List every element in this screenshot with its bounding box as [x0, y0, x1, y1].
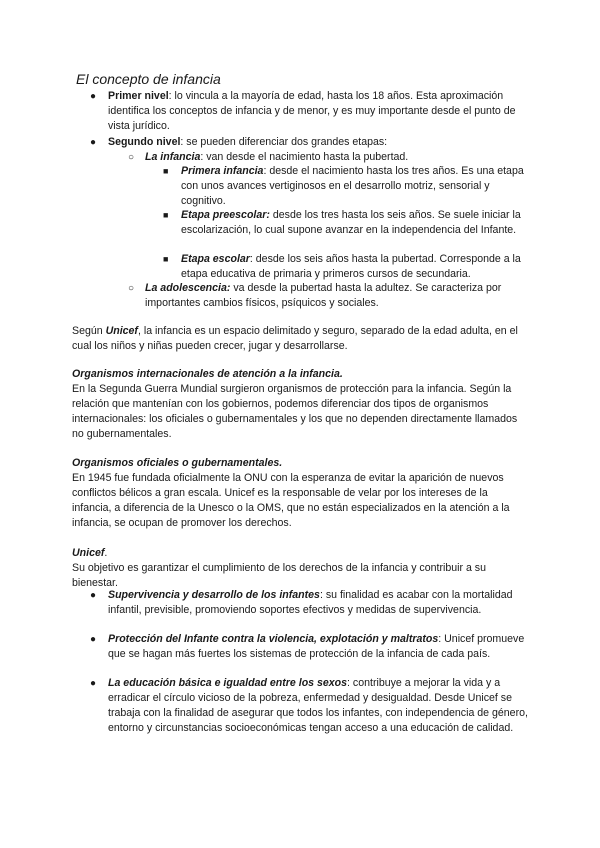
- list-item-supervivencia: [108, 588, 528, 618]
- list-item-adolescencia: [145, 281, 528, 311]
- sub-item-label: Etapa escolar: [181, 253, 250, 265]
- list-item-primera-infancia: [181, 164, 531, 209]
- section-organismos-oficiales: [72, 456, 528, 531]
- infancia-label: La infancia: [145, 151, 201, 163]
- square-bullet-icon: ■: [163, 254, 169, 264]
- unicef-def-label: Unicef: [105, 325, 138, 337]
- sub-item-text: : desde el nacimiento hasta los tres años. Es una etapa con unos avances vertiginosos en el desarrollo motriz, sensorial y cognitivo.: [181, 165, 524, 207]
- list-item-educacion: [108, 676, 528, 736]
- unicef-item-text: : contribuye a mejorar la vida y a erradicar el círculo vicioso de la pobreza, enfermedad y desigualdad. Desde Unicef se trabaja con la finalidad de asegurar que todos los infantes, con independencia de género, entorno y circunstancias socioeconómicas tengan acceso a una educación de calidad.: [108, 677, 528, 734]
- adolescencia-text: va desde la pubertad hasta la adultez. Se caracteriza por importantes cambios físicos, psíquicos y sociales.: [145, 282, 502, 309]
- sub-item-text: : desde los seis años hasta la pubertad. Corresponde a la etapa educativa de primaria y primeros cursos de secundaria.: [181, 253, 521, 280]
- unicef-definition: [72, 324, 528, 354]
- unicef-item-label: La educación básica e igualdad entre los sexos: [108, 677, 348, 689]
- unicef-item-label: Protección del Infante contra la violencia, explotación y maltratos: [108, 633, 439, 645]
- bullet-icon: ●: [90, 678, 97, 689]
- bullet-icon: ●: [90, 590, 97, 601]
- unicef-item-label: Supervivencia y desarrollo de los infantes: [108, 589, 320, 601]
- sub-item-text: desde los tres hasta los seis años. Se suele iniciar la escolarización, lo cual supone avanzar en la independencia del Infante.: [181, 209, 521, 236]
- list-item-primer-nivel: [108, 89, 528, 134]
- bullet-icon: ●: [90, 137, 97, 148]
- section-heading: Organismos oficiales o gubernamentales.: [72, 457, 283, 469]
- heading-suffix: .: [104, 547, 108, 559]
- primer-nivel-label: Primer nivel: [108, 90, 169, 102]
- segundo-nivel-text: : se pueden diferenciar dos grandes etapas:: [180, 136, 388, 148]
- segundo-nivel-label: Segundo nivel: [108, 136, 181, 148]
- unicef-item-text: : Unicef promueve que se hagan más fuertes los sistemas de protección de la infancia de cada país.: [108, 633, 525, 660]
- infancia-text: : van desde el nacimiento hasta la pubertad.: [200, 151, 409, 163]
- section-body: En 1945 fue fundada oficialmente la ONU con la esperanza de evitar la aparición de nuevos conflictos bélicos a gran escala. Unicef es la responsable de velar por los intereses de la infancia, a diferencia de la Unesco o la OMS, que no están especializados en la atención a la infancia, se ocupan de promover los derechos.: [72, 472, 510, 529]
- circle-bullet-icon: ○: [128, 283, 135, 294]
- unicef-def-prefix: Según: [72, 325, 106, 337]
- primer-nivel-text: : lo vincula a la mayoría de edad, hasta los 18 años. Esta aproximación identifica los conceptos de infancia y de menor, y es muy importante desde el punto de vista jurídico.: [108, 90, 516, 132]
- section-body: En la Segunda Guerra Mundial surgieron organismos de protección para la infancia. Según la relación que mantenían con los gobiernos, podemos diferenciar dos tipos de organismos internacionales: los oficiales o gubernamentales y los que no dependen directamente llamados no gubernamentales.: [72, 383, 518, 440]
- adolescencia-label: La adolescencia:: [145, 282, 231, 294]
- section-heading: Unicef: [72, 547, 105, 559]
- unicef-def-text: , la infancia es un espacio delimitado y seguro, separado de la edad adulta, en el cual los niños y niñas pueden crecer, jugar y desarrollarse.: [72, 325, 518, 352]
- sub-item-label: Primera infancia: [181, 165, 264, 177]
- list-item-infancia: [145, 150, 528, 165]
- list-item-etapa-escolar: [181, 252, 531, 282]
- square-bullet-icon: ■: [163, 210, 169, 220]
- list-item-segundo-nivel: [108, 135, 528, 150]
- unicef-item-text: : su finalidad es acabar con la mortalidad infantil, previsible, promoviendo soportes efectivos y medidas de supervivencia.: [108, 589, 513, 616]
- circle-bullet-icon: ○: [128, 152, 135, 163]
- square-bullet-icon: ■: [163, 166, 169, 176]
- bullet-icon: ●: [90, 91, 97, 102]
- bullet-icon: ●: [90, 634, 97, 645]
- sub-item-label: Etapa preescolar:: [181, 209, 270, 221]
- list-item-proteccion: [108, 632, 528, 662]
- section-heading: Organismos internacionales de atención a la infancia.: [72, 368, 343, 380]
- section-body: Su objetivo es garantizar el cumplimiento de los derechos de la infancia y contribuir a su bienestar.: [72, 562, 486, 589]
- section-unicef: [72, 546, 528, 591]
- page-title: El concepto de infancia: [76, 71, 221, 87]
- section-organismos-internacionales: [72, 367, 528, 442]
- list-item-etapa-preescolar: [181, 208, 531, 238]
